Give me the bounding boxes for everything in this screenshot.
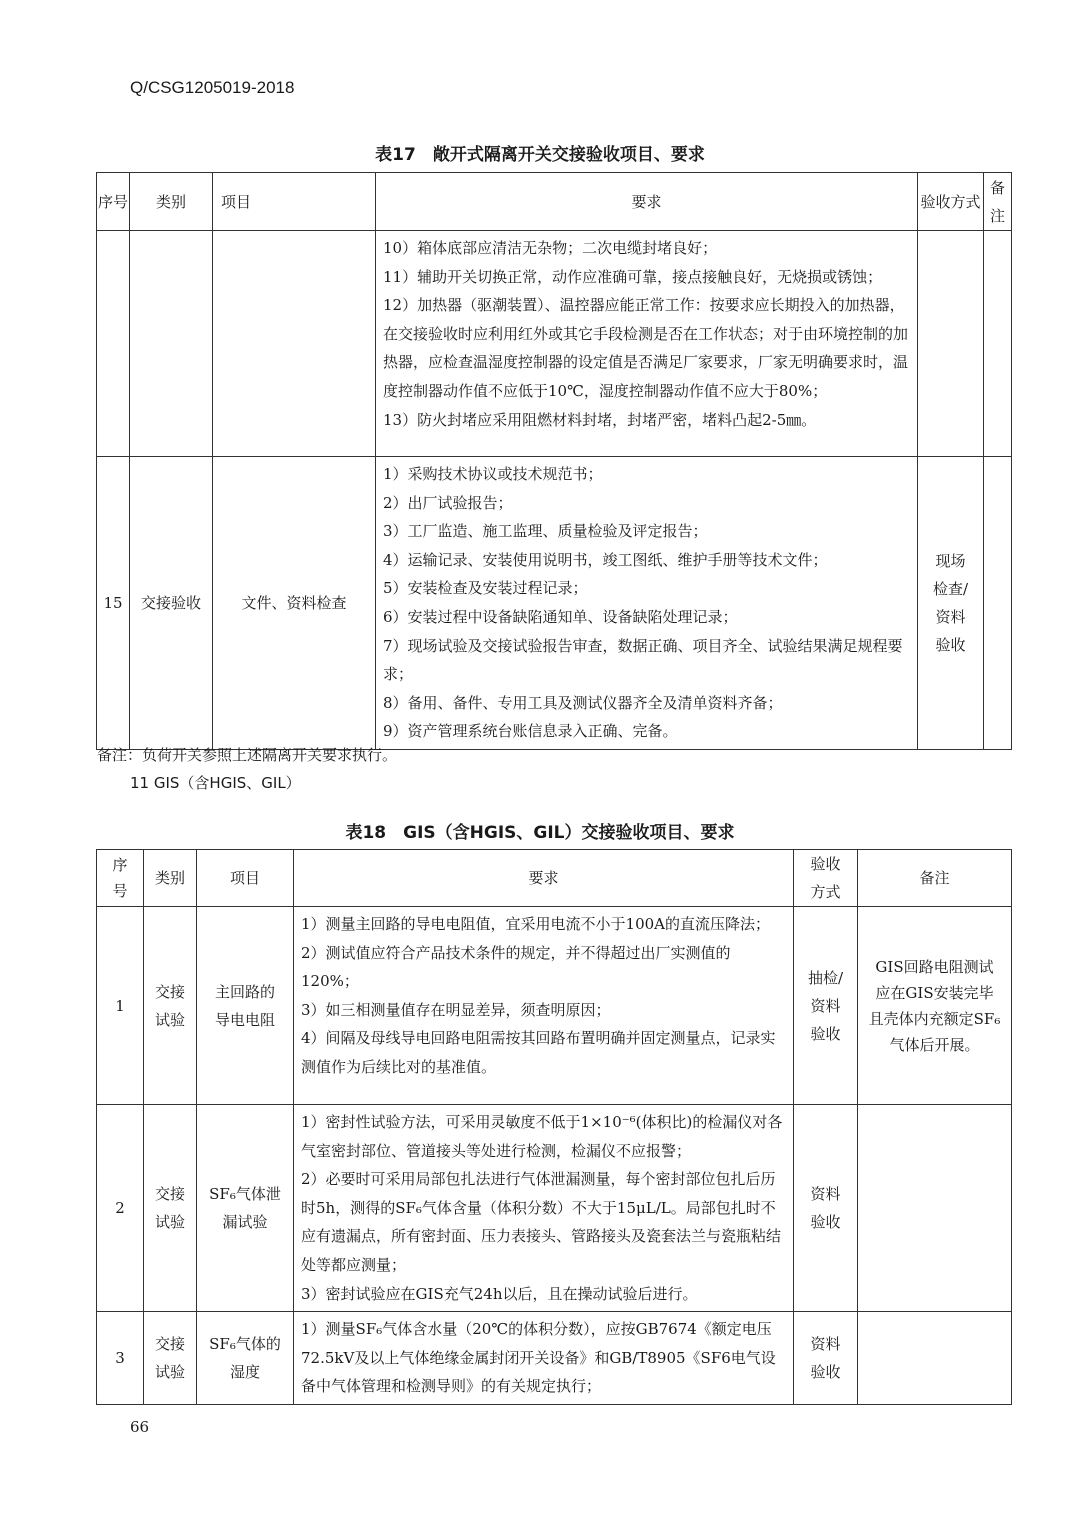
- row-requirements: [376, 457, 918, 750]
- requirement-line: 10）箱体底部应清洁无杂物；二次电缆封堵良好；: [383, 239, 718, 257]
- table18-row-3: [97, 1312, 1012, 1405]
- table17-row-15: [97, 457, 1012, 750]
- row-remark: GIS回路电阻测试应在GIS安装完毕且壳体内充额定SF₆气体后开展。: [858, 907, 1012, 1105]
- cont-remark: [984, 231, 1012, 457]
- row-method: 资料验收: [794, 1312, 858, 1405]
- table17-caption: 表17 敞开式隔离开关交接验收项目、要求: [375, 145, 705, 165]
- row-item: SF₆气体泄漏试验: [197, 1105, 294, 1312]
- row-method: 资料验收: [794, 1105, 858, 1312]
- row-requirements: [294, 1312, 794, 1405]
- row-seq: 1: [97, 907, 144, 1105]
- requirement-line: 1）采购技术协议或技术规范书；: [383, 465, 603, 483]
- section-heading: 11 GIS（含HGIS、GIL）: [130, 774, 301, 792]
- header-category: 类别: [130, 173, 213, 231]
- requirement-line: 4）运输记录、安装使用说明书，竣工图纸、维护手册等技术文件；: [383, 550, 828, 569]
- row-method: 抽检/资料验收: [794, 907, 858, 1105]
- requirement-line: 2）测试值应符合产品技术条件的规定，并不得超过出厂实测值的120%；: [301, 943, 731, 991]
- header-seq: 序号: [97, 173, 130, 231]
- header-item: 项目: [197, 850, 294, 907]
- row-method: 现场检查/资料验收: [918, 457, 984, 750]
- header-seq: 序号: [97, 850, 144, 907]
- table18-row-1: [97, 907, 1012, 1105]
- row-requirements: [294, 1105, 794, 1312]
- requirement-line: 2）出厂试验报告；: [383, 493, 513, 512]
- requirement-line: 8）备用、备件、专用工具及测试仪器齐全及清单资料齐备；: [383, 693, 783, 712]
- row-seq: 15: [97, 457, 130, 750]
- requirement-line: 2）必要时可采用局部包扎法进行气体泄漏测量，每个密封部位包扎后历时5h，测得的SF₆气体含量（体积分数）不大于15μL/L。局部包扎时不应有遗漏点，所有密封面、压力表接头、管路接头及瓷套法兰与瓷瓶粘结处等都应测量；: [301, 1170, 782, 1274]
- header-requirement: 要求: [376, 173, 918, 231]
- header-remark: 备注: [984, 173, 1012, 231]
- requirement-line: 3）如三相测量值存在明显差异，须查明原因；: [301, 1000, 611, 1019]
- header-category: 类别: [144, 850, 197, 907]
- table17: [96, 172, 1012, 750]
- requirement-line: 13）防火封堵应采用阻燃材料封堵，封堵严密，堵料凸起2-5㎜。: [383, 410, 817, 429]
- cont-seq: [97, 231, 130, 457]
- row-remark: [858, 1105, 1012, 1312]
- requirement-line: 5）安装检查及安装过程记录；: [383, 579, 588, 598]
- header-requirement: 要求: [294, 850, 794, 907]
- page-number: 66: [130, 1418, 150, 1436]
- table18: [96, 849, 1012, 1405]
- cont-method: [918, 231, 984, 457]
- row-seq: 2: [97, 1105, 144, 1312]
- requirement-line: 11）辅助开关切换正常，动作应准确可靠，接点接触良好，无烧损或锈蚀；: [383, 267, 883, 286]
- requirement-line: 1）测量SF₆气体含水量（20℃的体积分数），应按GB7674《额定电压72.5kV及以上气体绝缘金属封闭开关设备》和GB/T8905《SF6电气设备中气体管理和检测导则》的有关规定执行；: [301, 1320, 776, 1396]
- cont-requirements: [376, 231, 918, 457]
- row-remark: [858, 1312, 1012, 1405]
- requirement-line: 12）加热器（驱潮装置）、温控器应能正常工作：按要求应长期投入的加热器，在交接验收时应利用红外或其它手段检测是否在工作状态；对于由环境控制的加热器，应检查温湿度控制器的设定值是否满足厂家要求，厂家无明确要求时，温度控制器动作值不应低于10℃，湿度控制器动作值不应大于80%；: [383, 296, 909, 400]
- header-method: 验收方式: [918, 173, 984, 231]
- requirement-line: 7）现场试验及交接试验报告审查，数据正确、项目齐全、试验结果满足规程要求；: [383, 636, 903, 684]
- table18-caption: 表18 GIS（含HGIS、GIL）交接验收项目、要求: [345, 823, 735, 843]
- requirement-line: 3）工厂监造、施工监理、质量检验及评定报告；: [383, 522, 708, 541]
- row-category: 交接试验: [144, 1105, 197, 1312]
- requirement-line: 6）安装过程中设备缺陷通知单、设备缺陷处理记录；: [383, 607, 738, 626]
- row-requirements: [294, 907, 794, 1105]
- table17-footnote: 备注：负荷开关参照上述隔离开关要求执行。: [97, 746, 398, 764]
- table18-header-row: [97, 850, 1012, 907]
- header-item: 项目: [213, 173, 376, 231]
- document-code: Q/CSG1205019-2018: [130, 78, 295, 97]
- table18-row-2: [97, 1105, 1012, 1312]
- row-category: 交接验收: [130, 457, 213, 750]
- row-item: 主回路的导电电阻: [197, 907, 294, 1105]
- row-item: SF₆气体的湿度: [197, 1312, 294, 1405]
- header-method: 验收方式: [794, 850, 858, 907]
- requirement-line: 4）间隔及母线导电回路电阻需按其回路布置明确并固定测量点，记录实测值作为后续比对的基准值。: [301, 1029, 776, 1076]
- header-remark: 备注: [858, 850, 1012, 907]
- row-seq: 3: [97, 1312, 144, 1405]
- requirement-line: 1）测量主回路的导电电阻值，宜采用电流不小于100A的直流压降法；: [301, 915, 771, 933]
- row-category: 交接试验: [144, 1312, 197, 1405]
- cont-item: [213, 231, 376, 457]
- requirement-line: 3）密封试验应在GIS充气24h以后，且在操动试验后进行。: [301, 1284, 698, 1303]
- requirement-line: 1）密封性试验方法，可采用灵敏度不低于1×10⁻⁶(体积比)的检漏仪对各气室密封部位、管道接头等处进行检测，检漏仪不应报警；: [301, 1113, 783, 1160]
- row-item: 文件、资料检查: [213, 457, 376, 750]
- table17-header-row: [97, 173, 1012, 231]
- row-category: 交接试验: [144, 907, 197, 1105]
- cont-category: [130, 231, 213, 457]
- row-remark: [984, 457, 1012, 750]
- table17-continued-row: [97, 231, 1012, 457]
- requirement-line: 9）资产管理系统台账信息录入正确、完备。: [383, 722, 678, 741]
